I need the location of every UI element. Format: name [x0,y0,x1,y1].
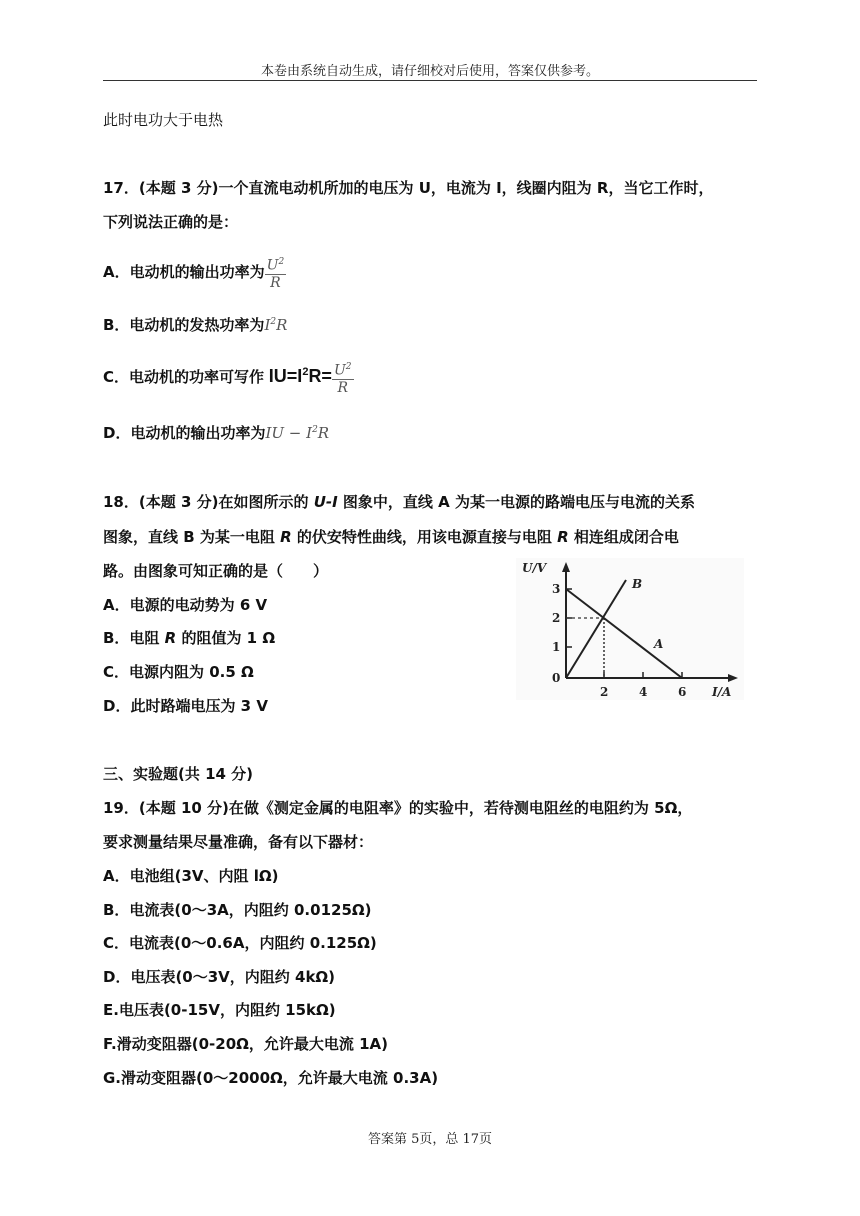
page-footer: 答案第 5页，总 17页 [367,1132,493,1147]
q18-option-a: A．电源的电动势为 6 V [103,596,268,614]
x-tick-6: 6 [678,685,687,699]
q19-item-d: D．电压表(0～3V，内阻约 4kΩ) [103,968,336,986]
q17-option-d-text: D．电动机的输出功率为 [103,424,266,442]
q17-option-d-formula: IU − $I^2R$ [265,424,330,442]
q17-option-c-formula: $\frac{U^2}{R}$ [332,359,354,396]
y-tick-1: 1 [552,640,561,654]
q17-option-b-text: B．电动机的发热功率为 [103,316,265,334]
q19-item-e: E.电压表(0-15V，内阻约 15kΩ) [103,1001,336,1019]
header-rule [103,80,757,81]
q19-item-g: G.滑动变阻器(0～2000Ω，允许最大电流 0.3A) [103,1069,439,1087]
origin-label: 0 [552,671,561,685]
q19-item-b: B．电流表(0～3A，内阻约 0.0125Ω) [103,901,372,919]
q18-option-c: C．电源内阻为 0.5 Ω [103,663,254,681]
q17-stem-line1: 17．(本题 3 分)一个直流电动机所加的电压为 U，电流为 I，线圈内阻为 R，当它工作时， [103,179,714,197]
q19-item-c: C．电流表(0～0.6A，内阻约 0.125Ω) [103,934,377,952]
section-3-title: 三、实验题(共 14 分) [103,765,254,783]
line-b-label: B [632,577,643,591]
q19-item-a: A．电池组(3V、内阻 lΩ) [103,867,279,885]
q18-option-d: D．此时路端电压为 3 V [103,697,268,715]
q17-option-b [103,312,287,335]
q17-option-a-text: A．电动机的输出功率为 [103,262,265,281]
y-tick-3: 3 [552,582,561,596]
q18-option-b: B．电阻 R 的阻值为 1 Ω [103,629,276,647]
q17-option-a [103,254,286,291]
x-axis-label: I/A [712,685,732,699]
q17-option-d [103,420,329,443]
q18-stem-line1: 18．(本题 3 分)在如图所示的 U-I 图象中，直线 A 为某一电源的路端电压与电流的关系 [103,493,695,511]
q17-option-b-formula: $I^2R$ [264,316,288,334]
line-a-label: A [654,637,664,651]
previous-answer-tail: 此时电功大于电热 [103,111,224,129]
q19-item-f: F.滑动变阻器(0-20Ω，允许最大电流 1A) [103,1035,389,1053]
q18-stem-line3: 路。由图象可知正确的是（ ） [103,562,329,580]
q17-option-c-text: C．电动机的功率可写作 [103,368,265,386]
q17-stem-line2: 下列说法正确的是： [103,213,239,231]
q17-option-c [103,356,354,396]
q19-stem-line2: 要求测量结果尽量准确，备有以下器材： [103,833,374,851]
q18-stem-line2: 图象，直线 B 为某一电阻 R 的伏安特性曲线，用该电源直接与电阻 R 相连组成闭合电 [103,528,679,546]
page-header: 本卷由系统自动生成，请仔细校对后使用，答案仅供参考。 [260,64,599,79]
x-tick-2: 2 [600,685,609,699]
ui-graph [516,558,744,700]
q17-option-c-equation: $IU=I^2R=$ [268,366,332,386]
y-tick-2: 2 [552,611,561,625]
y-axis-label: U/V [522,561,547,575]
q17-option-a-formula: $\frac{U^2}{R}$ [265,254,287,291]
x-tick-4: 4 [639,685,648,699]
q19-stem-line1: 19．(本题 10 分)在做《测定金属的电阻率》的实验中，若待测电阻丝的电阻约为 5Ω， [103,799,693,817]
